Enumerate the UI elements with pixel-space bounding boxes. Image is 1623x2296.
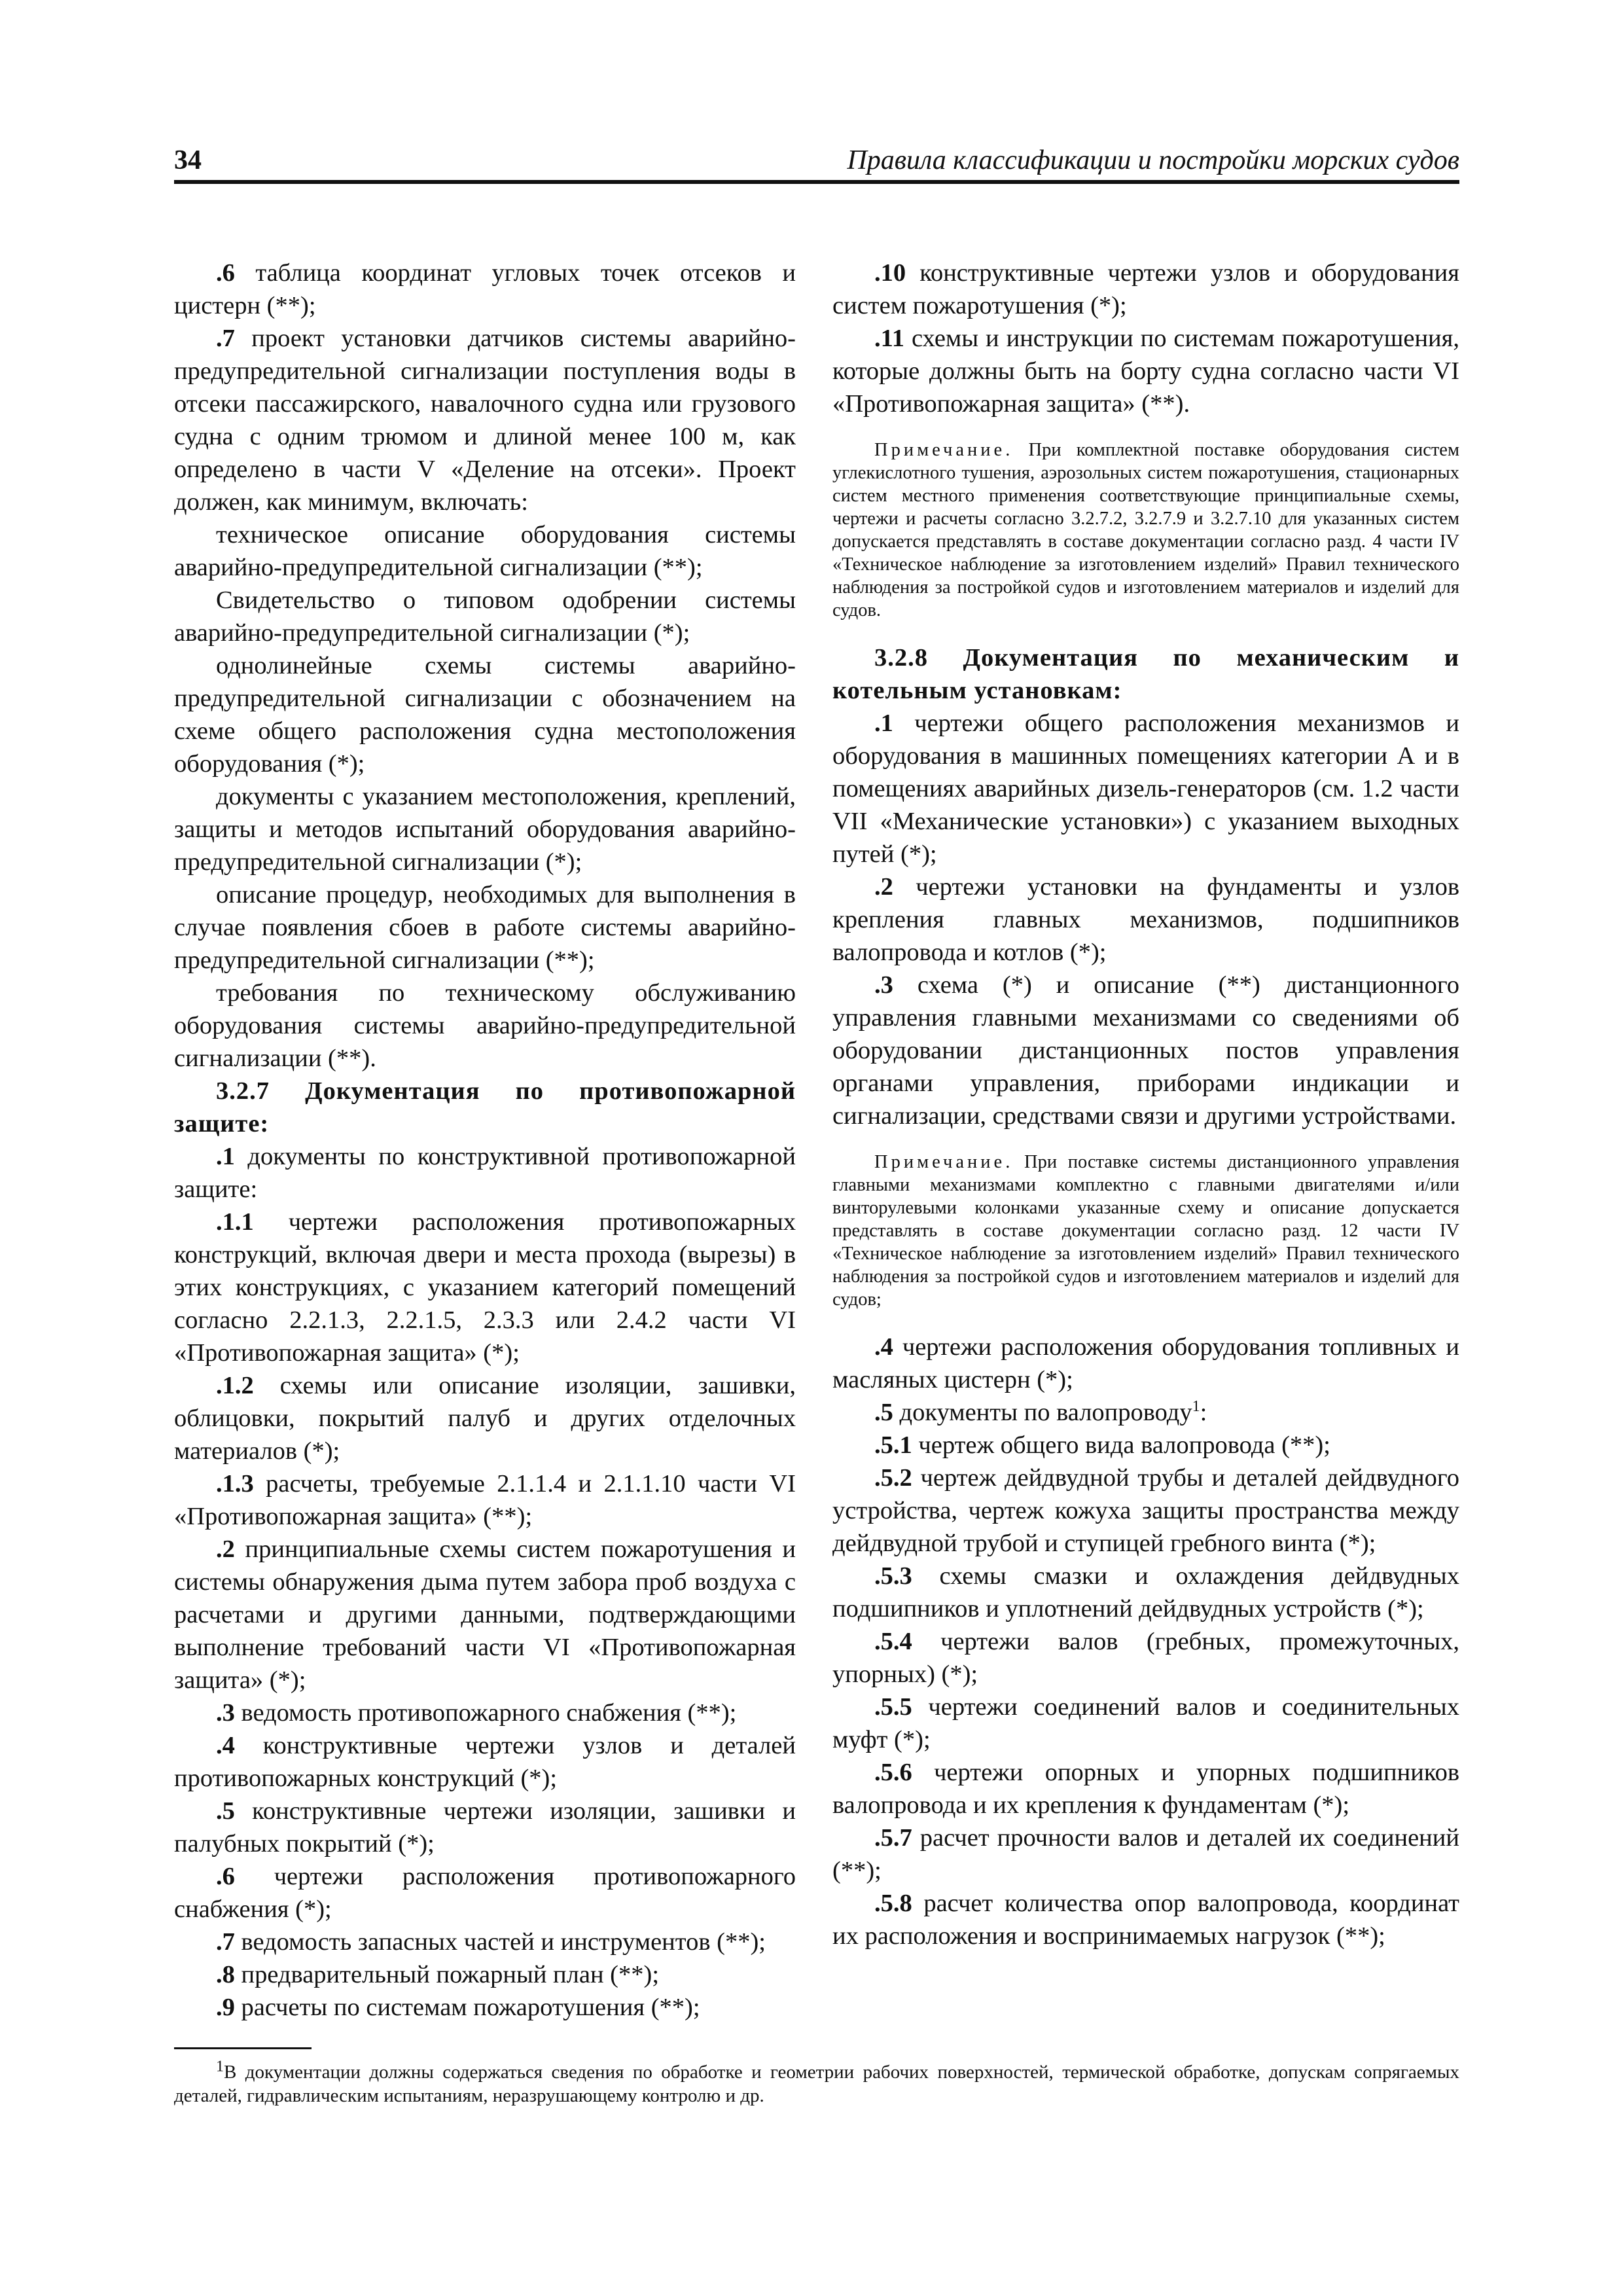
item-text: документы по валопроводу (893, 1399, 1192, 1426)
item-number: .9 (216, 1994, 235, 2021)
list-item (832, 322, 1459, 420)
item-text: чертежи общего расположения механизмов и оборудования в машинных помещениях категории А и в помещениях аварийных дизель-генераторов (см. 1.2 части VII «Механические установки») с указанием выходных путей (*); (832, 709, 1459, 868)
list-item (832, 257, 1459, 322)
section-heading: 3.2.8 Документация по механическим и котельным установкам: (832, 644, 1459, 704)
item-number: .5.7 (874, 1824, 912, 1852)
list-item (832, 1691, 1459, 1756)
list-item (832, 1331, 1459, 1396)
item-text: чертеж общего вида валопровода (**); (912, 1431, 1330, 1459)
list-item (832, 969, 1459, 1132)
item-text: проект установки датчиков системы аварийно-предупредительной сигнализации поступления воды в отсеки пассажирского, навалочного судна или грузового судна с одним трюмом и длиной менее 100 м, как определено в части V «Деление на отсеки». Проект должен, как минимум, включать: (174, 325, 796, 516)
footnote-divider (174, 2047, 312, 2049)
item-number: .6 (216, 259, 235, 287)
item-number: .2 (874, 873, 893, 901)
item-text: однолинейные схемы системы аварийно-предупредительной сигнализации с обозначением на схеме общего расположения судна местоположения оборудования (*); (174, 652, 796, 778)
item-number: .5.3 (874, 1562, 912, 1590)
list-item (174, 649, 796, 780)
list-item (174, 518, 796, 584)
list-item (174, 1926, 796, 1958)
list-item (174, 257, 796, 322)
item-number: .5.4 (874, 1628, 912, 1655)
note-text: При поставке системы дистанционного управления главными механизмами комплектно с главными двигателями и/или винторулевыми колонками указанные схему и описание допускается представлять в составе документации согласно разд. 12 части IV «Техническое наблюдение за изготовлением изделий» Правил технического наблюдения за постройкой судов и изготовлением материалов и изделий для судов; (832, 1152, 1459, 1310)
list-item (832, 870, 1459, 969)
list-item (832, 1625, 1459, 1691)
list-item (174, 1140, 796, 1206)
item-text: чертежи опорных и упорных подшипников валопровода и их крепления к фундаментам (*); (832, 1759, 1459, 1819)
page-number: 34 (174, 145, 202, 175)
item-text-tail: : (1200, 1399, 1207, 1426)
note-paragraph (832, 439, 1459, 622)
item-text: чертежи расположения оборудования топливных и масляных цистерн (*); (832, 1333, 1459, 1393)
item-number: .3 (874, 971, 893, 999)
note-paragraph (832, 1151, 1459, 1311)
list-item (174, 1860, 796, 1926)
item-number: .5.8 (874, 1890, 912, 1917)
list-item (174, 1991, 796, 2024)
item-number: .5 (216, 1797, 235, 1825)
footnote-text: В документации должны содержаться сведения по обработке и геометрии рабочих поверхностей, термической обработке, допускам сопрягаемых деталей, гидравлическим испытаниям, неразрушающему контролю и др. (174, 2062, 1459, 2106)
section-heading: 3.2.7 Документация по противопожарной защите: (174, 1077, 796, 1138)
item-text: требования по техническому обслуживанию оборудования системы аварийно-предупредительной сигнализации (**). (174, 979, 796, 1072)
item-text: конструктивные чертежи узлов и оборудования систем пожаротушения (*); (832, 259, 1459, 319)
item-number: .3 (216, 1699, 235, 1727)
item-number: .1.3 (216, 1470, 254, 1498)
list-item (174, 584, 796, 649)
list-item (174, 977, 796, 1075)
item-text: документы с указанием местоположения, креплений, защиты и методов испытаний оборудования аварийно-предупредительной сигнализации (*); (174, 783, 796, 876)
item-text: схемы смазки и охлаждения дейдвудных подшипников и уплотнений дейдвудных устройств (*); (832, 1562, 1459, 1623)
list-item (832, 1429, 1459, 1462)
note-label: Примечание. (874, 440, 1014, 460)
note-label: Примечание. (874, 1152, 1014, 1172)
item-number: .11 (874, 325, 905, 352)
item-text: расчет количества опор валопровода, координат их расположения и воспринимаемых нагрузок (**); (832, 1890, 1459, 1950)
item-number: .1 (216, 1143, 235, 1170)
list-item (832, 1560, 1459, 1625)
item-number: .7 (216, 1928, 235, 1956)
item-text: чертежи установки на фундаменты и узлов крепления главных механизмов, подшипников валопровода и котлов (*); (832, 873, 1459, 966)
list-item (174, 1206, 796, 1369)
item-number: .1.1 (216, 1208, 254, 1236)
item-text: чертежи валов (гребных, промежуточных, упорных) (*); (832, 1628, 1459, 1688)
item-number: .7 (216, 325, 235, 352)
page-header (174, 141, 1459, 184)
item-text: документы по конструктивной противопожарной защите: (174, 1143, 796, 1203)
list-item (174, 1795, 796, 1860)
item-number: .4 (216, 1732, 235, 1759)
right-column (832, 257, 1459, 1952)
item-text: принципиальные схемы систем пожаротушения и системы обнаружения дыма путем забора проб воздуха с расчетами и другими данными, подтверждающими выполнение требований части VI «Противопожарная защита» (*); (174, 1535, 796, 1694)
item-number: .1 (874, 709, 893, 737)
item-number: .1.2 (216, 1372, 254, 1399)
item-number: .5 (874, 1399, 893, 1426)
note-text: При комплектной поставке оборудования систем углекислотного тушения, аэрозольных систем пожаротушения, стационарных систем местного применения соответствующие принципиальные схемы, чертежи и расчеты согласно 3.2.7.2, 3.2.7.9 и 3.2.7.10 для указанных систем допускается представлять в составе документации согласно разд. 4 части IV «Техническое наблюдение за изготовлением изделий» Правил технического наблюдения за постройкой судов и изготовлением материалов и изделий для судов. (832, 440, 1459, 620)
list-item (174, 780, 796, 878)
item-text: схемы и инструкции по системам пожаротушения, которые должны быть на борту судна согласно части VI «Противопожарная защита» (**). (832, 325, 1459, 418)
item-text: чертежи соединений валов и соединительных муфт (*); (832, 1693, 1459, 1753)
item-text: схемы или описание изоляции, зашивки, облицовки, покрытий палуб и других отделочных материалов (*); (174, 1372, 796, 1465)
list-item (174, 1467, 796, 1533)
list-item (174, 1729, 796, 1795)
item-text: таблица координат угловых точек отсеков и цистерн (**); (174, 259, 796, 319)
list-item (174, 1533, 796, 1696)
item-number: .5.5 (874, 1693, 912, 1721)
footnote-ref: 1 (1192, 1398, 1200, 1416)
item-number: .5.6 (874, 1759, 912, 1786)
list-item (832, 1756, 1459, 1821)
list-item (174, 1958, 796, 1991)
item-text: расчет прочности валов и деталей их соединений (**); (832, 1824, 1459, 1884)
item-text: чертежи расположения противопожарного снабжения (*); (174, 1863, 796, 1923)
item-text: конструктивные чертежи узлов и деталей противопожарных конструкций (*); (174, 1732, 796, 1792)
item-number: .5.2 (874, 1464, 912, 1492)
list-item (832, 1462, 1459, 1560)
item-text: расчеты, требуемые 2.1.1.4 и 2.1.1.10 части VI «Противопожарная защита» (**); (174, 1470, 796, 1530)
item-number: .5.1 (874, 1431, 912, 1459)
footnote (174, 2060, 1459, 2108)
list-item (832, 1396, 1459, 1429)
item-text: чертежи расположения противопожарных конструкций, включая двери и места прохода (вырезы) в этих конструкциях, с указанием категорий помещений согласно 2.2.1.3, 2.2.1.5, 2.3.3 или 2.4.2 части VI «Противопожарная защита» (*); (174, 1208, 796, 1367)
item-text: ведомость запасных частей и инструментов (**); (234, 1928, 766, 1956)
item-text: техническое описание оборудования системы аварийно-предупредительной сигнализации (**); (174, 521, 796, 581)
item-text: описание процедур, необходимых для выполнения в случае появления сбоев в работе системы аварийно-предупредительной сигнализации (**); (174, 881, 796, 974)
running-title: Правила классификации и постройки морских судов (847, 145, 1459, 175)
list-item (174, 1696, 796, 1729)
item-number: .8 (216, 1961, 235, 1988)
item-text: схема (*) и описание (**) дистанционного управления главными механизмами со сведениями об оборудовании дистанционных постов управления органами управления, приборами индикации и сигнализации, средствами связи и другими устройствами. (832, 971, 1459, 1130)
footnote-mark: 1 (216, 2058, 224, 2075)
item-number: .6 (216, 1863, 235, 1890)
list-item (174, 322, 796, 518)
item-text: расчеты по системам пожаротушения (**); (234, 1994, 700, 2021)
list-item (174, 878, 796, 977)
list-item (832, 707, 1459, 870)
item-text: Свидетельство о типовом одобрении системы аварийно-предупредительной сигнализации (*); (174, 586, 796, 647)
item-text: чертеж дейдвудной трубы и деталей дейдвудного устройства, чертеж кожуха защиты пространства между дейдвудной трубой и ступицей гребного винта (*); (832, 1464, 1459, 1557)
list-item (832, 1887, 1459, 1952)
item-number: .4 (874, 1333, 893, 1361)
left-column (174, 257, 796, 2024)
item-text: конструктивные чертежи изоляции, зашивки и палубных покрытий (*); (174, 1797, 796, 1857)
item-text: ведомость противопожарного снабжения (**); (234, 1699, 737, 1727)
list-item (174, 1369, 796, 1467)
item-text: предварительный пожарный план (**); (234, 1961, 660, 1988)
item-number: .10 (874, 259, 906, 287)
item-number: .2 (216, 1535, 235, 1563)
list-item (832, 1821, 1459, 1887)
